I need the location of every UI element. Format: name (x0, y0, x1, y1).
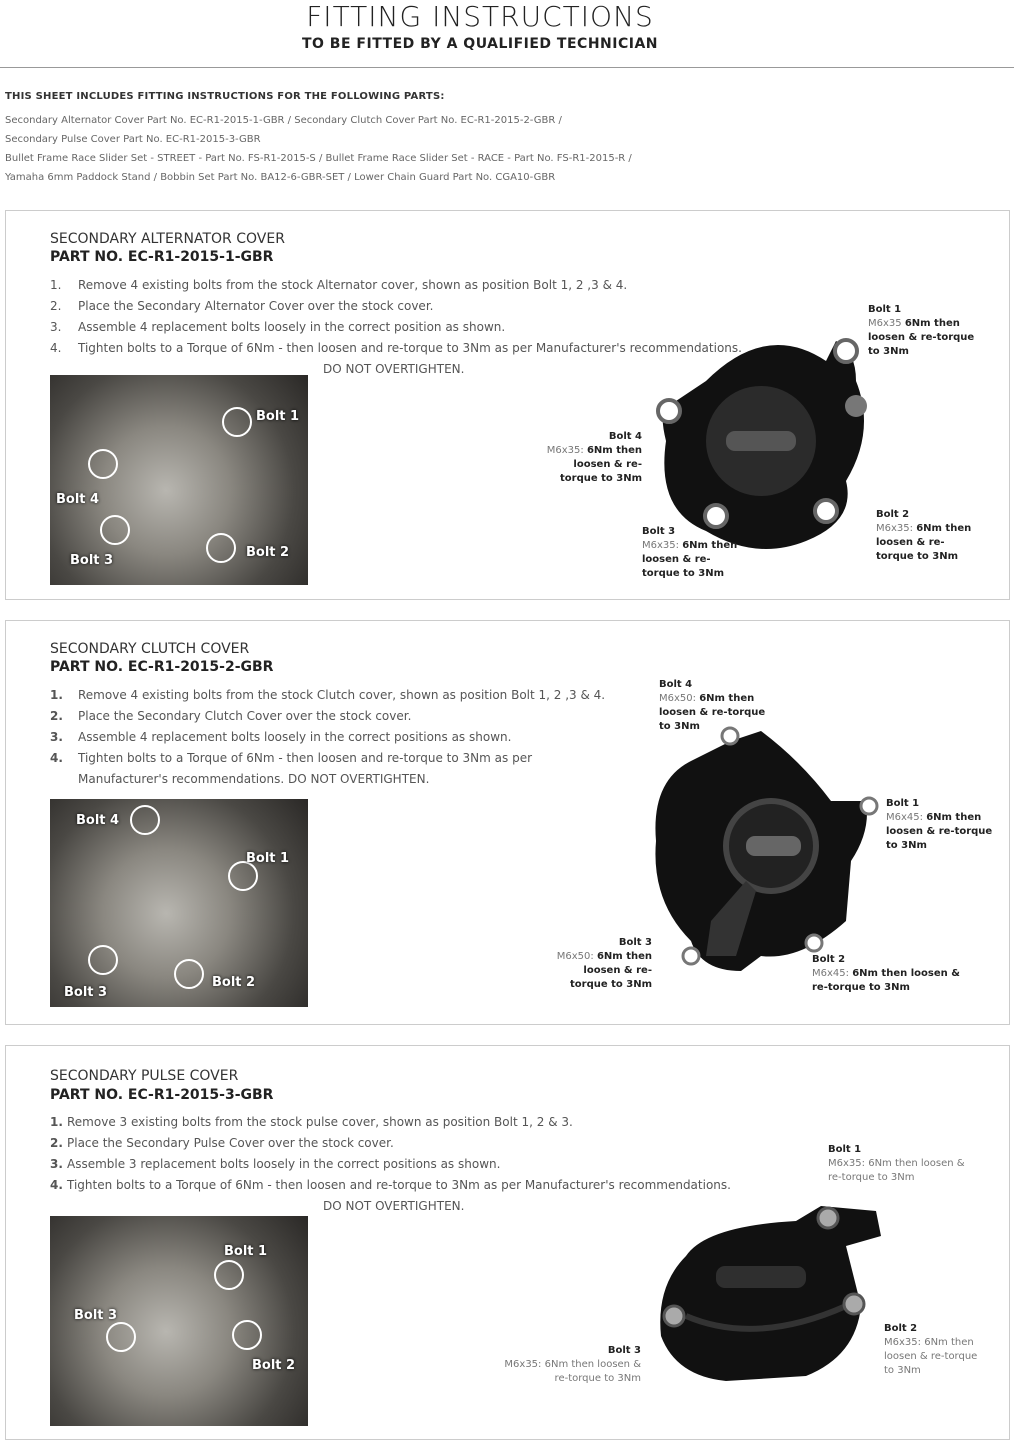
step-number: 3. (50, 320, 62, 334)
photo-label: Bolt 3 (70, 553, 114, 568)
pulse-cover-illustration (646, 1196, 906, 1396)
callout-text: M6x50: (659, 693, 697, 704)
callout-text: Bolt 1 (886, 798, 920, 809)
parts-list-line: Secondary Pulse Cover Part No. EC-R1-2015-3-GBR (5, 134, 261, 145)
callout-text: M6x35: (884, 1337, 922, 1348)
step-text: Tighten bolts to a Torque of 6Nm - then loosen and re-torque to 3Nm as per (78, 751, 533, 765)
step (50, 278, 627, 292)
warning: DO NOT OVERTIGHTEN. (323, 1199, 465, 1213)
bolt-callout (642, 525, 742, 581)
step (50, 1136, 394, 1150)
parts-list-line: Secondary Alternator Cover Part No. EC-R1-2015-1-GBR / Secondary Clutch Cover Part No. EC-R1-2015-2-GBR / (5, 115, 562, 126)
bolt-marker (174, 959, 204, 989)
clutch-cover-illustration (651, 721, 891, 981)
warning: DO NOT OVERTIGHTEN. (323, 362, 465, 376)
step-number: 1. (50, 278, 62, 292)
step (50, 730, 511, 744)
bolt-callout (868, 303, 988, 359)
photo-label: Bolt 2 (212, 975, 256, 990)
engine-photo (50, 799, 308, 1007)
bolt-callout (886, 797, 996, 853)
callout-text: 6Nm then loosen & re-torque to 3Nm (884, 1337, 978, 1376)
bolt-callout (546, 936, 652, 992)
bolt-marker (232, 1320, 262, 1350)
callout-text: 6Nm then loosen & re-torque to 3Nm (544, 1359, 641, 1384)
callout-text: Bolt 2 (884, 1323, 918, 1334)
photo-label: Bolt 3 (64, 985, 108, 1000)
step-number: 2. (50, 1136, 63, 1150)
parts-list-line: Yamaha 6mm Paddock Stand / Bobbin Set Part No. BA12-6-GBR-SET / Lower Chain Guard Part No. CGA10-GBR (5, 172, 556, 183)
engine-photo (50, 1216, 308, 1426)
callout-text: 6Nm then loosen & re-torque to 3Nm (876, 523, 972, 562)
callout-text: M6x35 (868, 318, 902, 329)
callout-text: Bolt 3 (642, 526, 676, 537)
step-number: 4. (50, 1178, 63, 1192)
callout-text: Bolt 2 (876, 509, 910, 520)
bolt-marker (222, 407, 252, 437)
step-number: 4. (50, 751, 63, 765)
callout-text: 6Nm then loosen & re-torque to 3Nm (828, 1158, 965, 1183)
callout-text: Bolt 4 (659, 679, 693, 690)
callout-text: M6x35: (876, 523, 914, 534)
callout-text: Bolt 1 (828, 1144, 862, 1155)
bolt-marker (206, 533, 236, 563)
document-subtitle: TO BE FITTED BY A QUALIFIED TECHNICIAN (301, 36, 658, 52)
step-number: 2. (50, 709, 63, 723)
part-number: PART NO. EC-R1-2015-1-GBR (50, 249, 274, 265)
step-text: Place the Secondary Pulse Cover over the stock cover. (67, 1136, 394, 1150)
step-text: Tighten bolts to a Torque of 6Nm - then loosen and re-torque to 3Nm as per Manufacturer's recommendations. (78, 341, 742, 355)
step (50, 751, 532, 765)
section-title: SECONDARY CLUTCH COVER (50, 641, 250, 657)
callout-text: M6x45: (886, 812, 924, 823)
step (50, 299, 433, 313)
step-text: Place the Secondary Alternator Cover over the stock cover. (78, 299, 434, 313)
bolt-callout (884, 1322, 989, 1378)
callout-text: 6Nm then loosen & re-torque to 3Nm (559, 445, 642, 484)
photo-label: Bolt 1 (224, 1244, 268, 1259)
bolt-callout (501, 1344, 641, 1386)
bolt-callout (536, 430, 642, 486)
callout-text: M6x35: (504, 1359, 542, 1370)
callout-text: M6x35: (546, 445, 584, 456)
divider (0, 67, 1014, 68)
step-text: Remove 4 existing bolts from the stock Clutch cover, shown as position Bolt 1, 2 ,3 & 4. (78, 688, 606, 702)
callout-text: Bolt 4 (608, 431, 642, 442)
step-text: Assemble 3 replacement bolts loosely in the correct positions as shown. (67, 1157, 501, 1171)
callout-text: 6Nm then loosen & re-torque to 3Nm (886, 812, 993, 851)
step-number: 4. (50, 341, 62, 355)
photo-label: Bolt 1 (256, 409, 300, 424)
bolt-marker (130, 805, 160, 835)
photo-label: Bolt 1 (246, 851, 290, 866)
part-number: PART NO. EC-R1-2015-2-GBR (50, 659, 274, 675)
callout-text: 6Nm then loosen & re-torque to 3Nm (569, 951, 652, 990)
bolt-marker (88, 449, 118, 479)
step-text: Remove 3 existing bolts from the stock pulse cover, shown as position Bolt 1, 2 & 3. (67, 1115, 573, 1129)
callout-text: Bolt 3 (618, 937, 652, 948)
callout-text: Bolt 2 (812, 954, 846, 965)
step (50, 1178, 731, 1192)
callout-text: 6Nm then loosen & re-torque to 3Nm (812, 968, 960, 993)
step-text: Tighten bolts to a Torque of 6Nm - then loosen and re-torque to 3Nm as per Manufacturer's recommendations. (67, 1178, 731, 1192)
step (50, 341, 742, 355)
engine-photo (50, 375, 308, 585)
section-title: SECONDARY ALTERNATOR COVER (50, 231, 285, 247)
parts-list-heading: THIS SHEET INCLUDES FITTING INSTRUCTIONS FOR THE FOLLOWING PARTS: (5, 91, 445, 102)
parts-list-line: Bullet Frame Race Slider Set - STREET - Part No. FS-R1-2015-S / Bullet Frame Race Slider Set - RACE - Part No. FS-R1-2015-R / (5, 153, 632, 164)
callout-text: 6Nm then loosen & re-torque to 3Nm (659, 693, 766, 732)
bolt-marker (100, 515, 130, 545)
part-number: PART NO. EC-R1-2015-3-GBR (50, 1087, 274, 1103)
bolt-marker (106, 1322, 136, 1352)
callout-text: 6Nm then loosen & re-torque to 3Nm (642, 540, 738, 579)
section-title: SECONDARY PULSE COVER (50, 1068, 239, 1084)
step-number: 1. (50, 1115, 63, 1129)
step-text: Assemble 4 replacement bolts loosely in the correct positions as shown. (78, 730, 512, 744)
step-number: 1. (50, 688, 63, 702)
photo-label: Bolt 2 (252, 1358, 296, 1373)
callout-text: Bolt 1 (868, 304, 902, 315)
callout-text: Bolt 3 (607, 1345, 641, 1356)
callout-text: M6x45: (812, 968, 850, 979)
photo-label: Bolt 4 (76, 813, 120, 828)
callout-text: M6x35: (642, 540, 680, 551)
photo-label: Bolt 4 (56, 492, 100, 507)
step-number: 3. (50, 1157, 63, 1171)
bolt-callout (659, 678, 769, 734)
step (50, 1157, 500, 1171)
bolt-marker (88, 945, 118, 975)
bolt-marker (214, 1260, 244, 1290)
step-text: Remove 4 existing bolts from the stock Alternator cover, shown as position Bolt 1, 2 ,3 & 4. (78, 278, 628, 292)
section-alternator-cover (5, 210, 1010, 600)
step-text: Place the Secondary Clutch Cover over the stock cover. (78, 709, 412, 723)
document-title: FITTING INSTRUCTIONS (306, 0, 654, 33)
step-continuation: Manufacturer's recommendations. DO NOT OVERTIGHTEN. (78, 772, 430, 786)
section-clutch-cover (5, 620, 1010, 1025)
callout-text: M6x35: (828, 1158, 866, 1169)
photo-label: Bolt 2 (246, 545, 290, 560)
bolt-callout (828, 1143, 978, 1185)
step (50, 709, 411, 723)
step-text: Assemble 4 replacement bolts loosely in the correct position as shown. (78, 320, 506, 334)
bolt-callout (812, 953, 962, 995)
step-number: 2. (50, 299, 62, 313)
step (50, 688, 605, 702)
step (50, 1115, 573, 1129)
callout-text: M6x50: (556, 951, 594, 962)
callout-text: 6Nm then loosen & re-torque to 3Nm (868, 318, 975, 357)
section-pulse-cover (5, 1045, 1010, 1440)
step (50, 320, 505, 334)
bolt-callout (876, 508, 981, 564)
photo-label: Bolt 3 (74, 1308, 118, 1323)
step-number: 3. (50, 730, 63, 744)
